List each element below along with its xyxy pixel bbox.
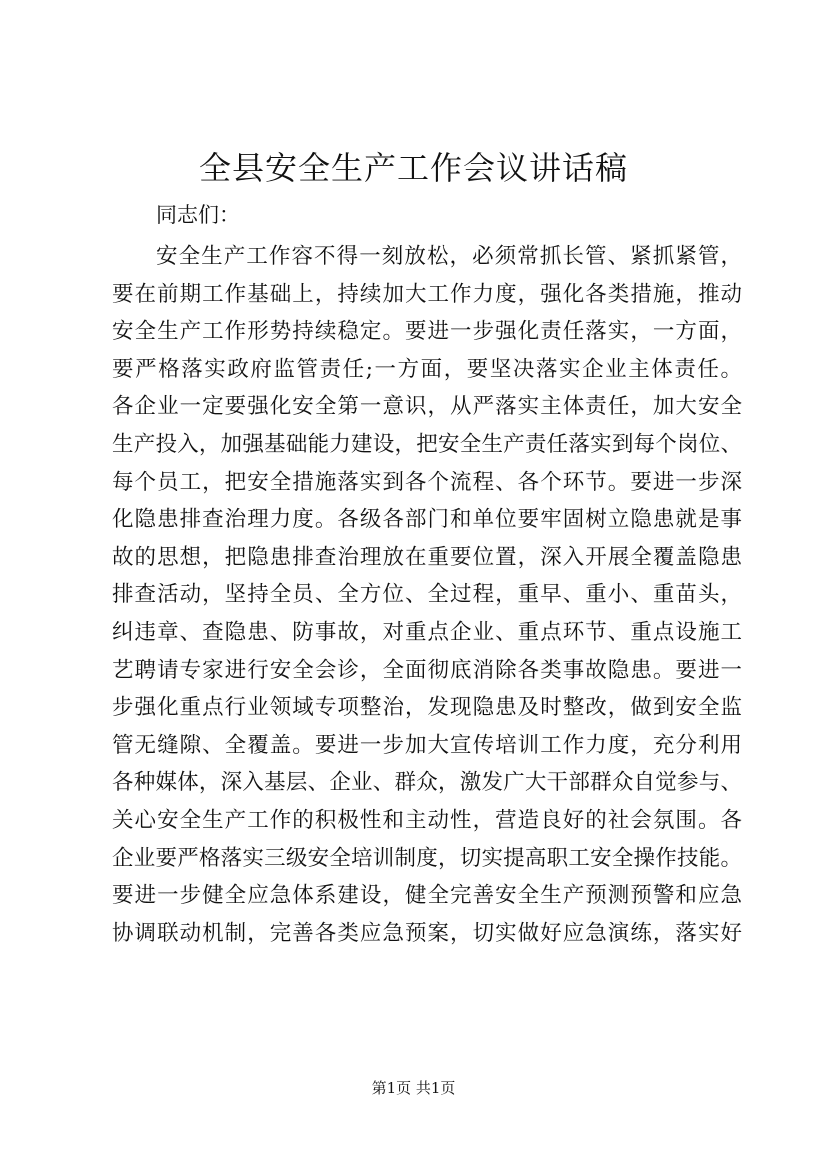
body-line: 各种媒体，深入基层、企业、群众，激发广大干部群众自觉参与、	[112, 770, 742, 796]
body-line: 安全生产工作形势持续稳定。要进一步强化责任落实，一方面，	[112, 319, 742, 345]
body-line: 步强化重点行业领域专项整治，发现隐患及时整改，做到安全监	[112, 695, 742, 721]
body-line: 故的思想，把隐患排查治理放在重要位置，深入开展全覆盖隐患	[112, 544, 742, 570]
page-number-footer: 第1页 共1页	[371, 1079, 456, 1097]
body-line: 管无缝隙、全覆盖。要进一步加大宣传培训工作力度，充分利用	[112, 732, 742, 758]
body-line: 化隐患排查治理力度。各级各部门和单位要牢固树立隐患就是事	[112, 507, 742, 533]
body-line: 要在前期工作基础上，持续加大工作力度，强化各类措施，推动	[112, 281, 742, 307]
body-line: 排查活动，坚持全员、全方位、全过程，重早、重小、重苗头，	[112, 582, 742, 608]
body-line: 每个员工，把安全措施落实到各个流程、各个环节。要进一步深	[112, 469, 742, 495]
body-line: 纠违章、查隐患、防事故，对重点企业、重点环节、重点设施工	[112, 619, 742, 645]
body-line: 要进一步健全应急体系建设，健全完善安全生产预测预警和应急	[112, 883, 742, 909]
body-line: 安全生产工作容不得一刻放松，必须常抓长管、紧抓紧管，	[156, 244, 742, 269]
salutation: 同志们：	[156, 203, 240, 227]
body-paragraph	[112, 238, 742, 952]
body-line: 生产投入，加强基础能力建设，把安全生产责任落实到每个岗位、	[112, 431, 742, 457]
body-line: 企业要严格落实三级安全培训制度，切实提高职工安全操作技能。	[112, 845, 742, 871]
document-title: 全县安全生产工作会议讲话稿	[198, 149, 628, 187]
body-line: 各企业一定要强化安全第一意识，从严落实主体责任，加大安全	[112, 394, 742, 420]
body-line: 艺聘请专家进行安全会诊，全面彻底消除各类事故隐患。要进一	[112, 657, 742, 683]
body-line: 关心安全生产工作的积极性和主动性，营造良好的社会氛围。各	[112, 807, 742, 833]
body-line: 协调联动机制，完善各类应急预案，切实做好应急演练，落实好	[112, 920, 742, 946]
body-line: 要严格落实政府监管责任;一方面，要坚决落实企业主体责任。	[112, 356, 742, 382]
